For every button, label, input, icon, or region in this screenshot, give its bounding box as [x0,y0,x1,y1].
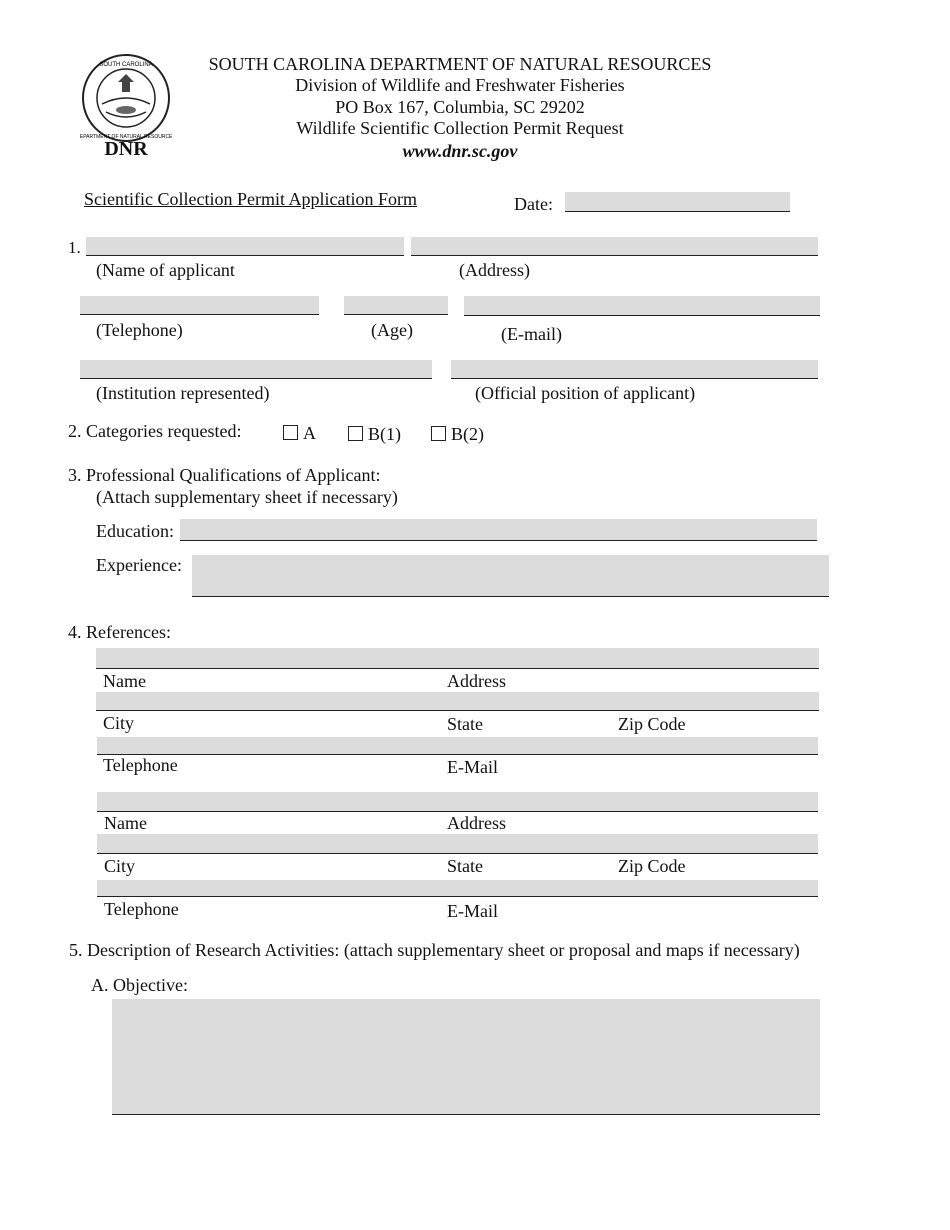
ref1-name-address-field[interactable] [96,648,819,669]
telephone-label: (Telephone) [96,320,183,340]
address-label: (Address) [459,260,530,280]
ref2-city-label: City [104,856,136,876]
ref1-state-label: State [447,714,483,734]
section1-number: 1. [68,238,81,257]
email-field[interactable] [464,296,820,316]
ref1-name-label: Name [103,671,146,691]
ref2-zip-label: Zip Code [618,856,686,876]
agency-address: PO Box 167, Columbia, SC 29202 [335,97,585,117]
age-field[interactable] [344,296,448,315]
name-label: (Name of applicant [96,260,235,280]
ref2-name-label: Name [104,813,147,833]
categories-label: 2. Categories requested: [68,421,242,441]
institution-label: (Institution represented) [96,383,270,403]
ref2-telephone-label: Telephone [104,899,179,919]
email-label: (E-mail) [501,324,562,344]
qualifications-label: 3. Professional Qualifications of Applicant: [68,465,381,485]
research-activities-label: 5. Description of Research Activities: (attach supplementary sheet or proposal and maps if necessary) [69,940,800,960]
experience-label: Experience: [96,555,182,575]
form-name: Wildlife Scientific Collection Permit Request [296,118,624,138]
ref1-city-label: City [103,713,135,733]
website-link[interactable]: www.dnr.sc.gov [402,141,518,161]
ref2-city-state-zip-field[interactable] [97,834,818,854]
ref2-phone-email-field[interactable] [97,880,818,897]
checkbox-icon [431,426,446,441]
ref2-state-label: State [447,856,483,876]
age-label: (Age) [371,320,413,340]
date-label: Date: [514,194,553,214]
checkbox-icon [348,426,363,441]
category-b1-label: B(1) [368,424,401,444]
category-b1-checkbox[interactable] [348,424,401,445]
ref1-address-label: Address [447,671,506,691]
telephone-field[interactable] [80,296,319,315]
ref2-name-address-field[interactable] [97,792,818,812]
division-name: Division of Wildlife and Freshwater Fisheries [295,75,625,95]
institution-field[interactable] [80,360,432,379]
position-field[interactable] [451,360,818,379]
position-label: (Official position of applicant) [475,383,696,403]
references-label: 4. References: [68,622,171,642]
ref1-city-state-zip-field[interactable] [96,692,819,711]
svg-text:SOUTH CAROLINA: SOUTH CAROLINA [99,62,153,68]
ref1-email-label: E-Mail [447,757,498,777]
ref2-email-label: E-Mail [447,901,498,921]
objective-label: A. Objective: [91,975,188,995]
logo-text: DNR [104,138,148,160]
ref2-address-label: Address [447,813,506,833]
applicant-name-field[interactable] [86,237,404,256]
agency-name: SOUTH CAROLINA DEPARTMENT OF NATURAL RESOURCES [208,54,712,74]
ref1-telephone-label: Telephone [103,755,178,775]
category-a-label: A [303,423,316,443]
date-field[interactable] [565,192,790,212]
svg-text:DEPARTMENT OF NATURAL RESOURCE: DEPARTMENT OF NATURAL RESOURCES [80,134,172,140]
ref1-phone-email-field[interactable] [97,737,818,755]
education-label: Education: [96,521,174,541]
experience-field[interactable] [192,555,829,597]
applicant-address-field[interactable] [411,237,818,256]
category-b2-label: B(2) [451,424,484,444]
education-field[interactable] [180,519,817,541]
checkbox-icon [283,425,298,440]
ref1-zip-label: Zip Code [618,714,686,734]
objective-field[interactable] [112,999,820,1115]
category-b2-checkbox[interactable] [431,424,484,445]
qualifications-note: (Attach supplementary sheet if necessary) [96,487,398,507]
category-a-checkbox[interactable] [283,423,316,444]
form-title: Scientific Collection Permit Application Form [84,189,417,209]
